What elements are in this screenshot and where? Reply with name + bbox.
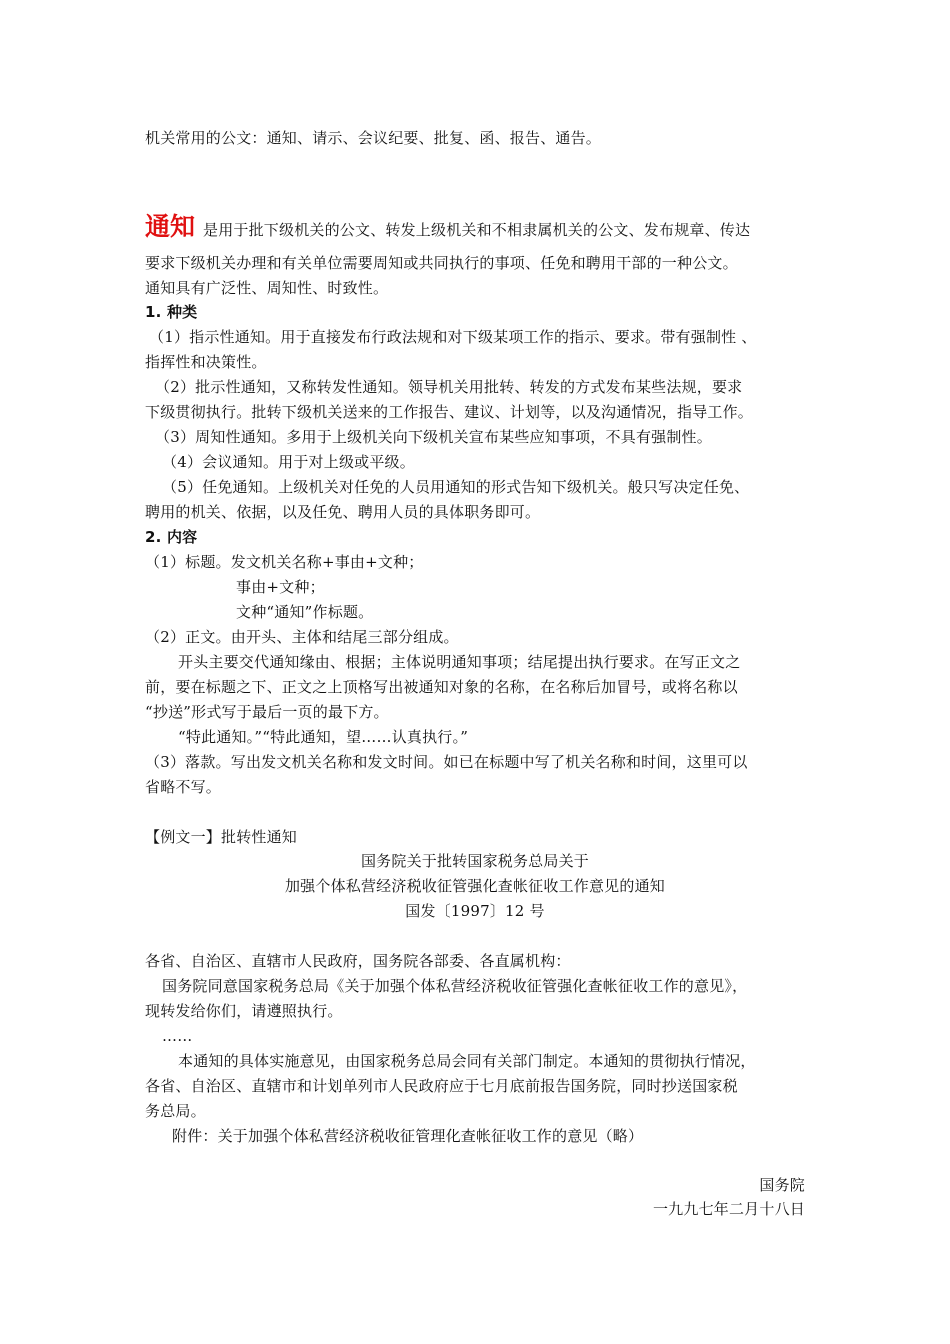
example-attachment: 附件：关于加强个体私营经济税收征管理化查帐征收工作的意见（略） (172, 1127, 644, 1145)
content-line: “特此通知。”“特此通知，望……认真执行。” (178, 728, 469, 746)
content-line: 开头主要交代通知缘由、根据；主体说明通知事项；结尾提出执行要求。在写正文之 (178, 653, 741, 671)
types-line: （4）会议通知。用于对上级或平级。 (162, 453, 415, 471)
content-line: （3）落款。写出发文机关名称和发文时间。如已在标题中写了机关名称和时间，这里可以 (145, 753, 748, 771)
content-line: “抄送”形式写于最后一页的最下方。 (145, 703, 389, 721)
example-body-line: 各省、自治区、直辖市人民政府，国务院各部委、各直属机构： (145, 952, 571, 970)
intro-text: 机关常用的公文：通知、请示、会议纪要、批复、函、报告、通告。 (145, 129, 602, 147)
types-line: （2）批示性通知，又称转发性通知。领导机关用批转、转发的方式发布某些法规，要求 (155, 378, 743, 396)
example-body-line: 本通知的具体实施意见，由国家税务总局会同有关部门制定。本通知的贯彻执行情况， (178, 1052, 756, 1070)
example-body-line: 现转发给你们，请遵照执行。 (145, 1002, 343, 1020)
types-line: 聘用的机关、依据，以及任免、聘用人员的具体职务即可。 (145, 503, 541, 521)
example-title: 国务院关于批转国家税务总局关于 (360, 852, 589, 870)
example-body-line: …… (162, 1027, 193, 1045)
notice-desc-line: 是用于批下级机关的公文、转发上级机关和不相隶属机关的公文、发布规章、传达 (203, 221, 751, 239)
example-label: 【例文一】批转性通知 (145, 828, 298, 846)
types-line: （5）任免通知。上级机关对任免的人员用通知的形式告知下级机关。般只写决定任免、 (162, 478, 750, 496)
example-title: 加强个体私营经济税收征管强化查帐征收工作意见的通知 (284, 877, 665, 895)
example-body-line: 各省、自治区、直辖市和计划单列市人民政府应于七月底前报告国务院，同时抄送国家税 (145, 1077, 738, 1095)
example-body-line: 务总局。 (145, 1102, 206, 1120)
types-line: （1）指示性通知。用于直接发布行政法规和对下级某项工作的指示、要求。带有强制性 、 (149, 328, 757, 346)
notice-desc-line: 要求下级机关办理和有关单位需要周知或共同执行的事项、任免和聘用干部的一种公文。 (145, 254, 738, 272)
content-line: 前，要在标题之下、正文之上顶格写出被通知对象的名称，在名称后加冒号，或将名称以 (145, 678, 738, 696)
content-line: （1）标题。发文机关名称+事由+文种； (145, 553, 424, 571)
section-title-types: 1. 种类 (145, 303, 198, 321)
example-signer: 国务院 (759, 1176, 805, 1194)
content-line: （2）正文。由开头、主体和结尾三部分组成。 (145, 628, 459, 646)
content-line: 文种“通知”作标题。 (236, 603, 374, 621)
example-body-line: 国务院同意国家税务总局《关于加强个体私营经济税收征管强化查帐征收工作的意见》， (162, 977, 748, 995)
notice-heading: 通知 (145, 212, 196, 241)
types-line: （3）周知性通知。多用于上级机关向下级机关宣布某些应知事项，不具有强制性。 (155, 428, 712, 446)
types-line: 下级贯彻执行。批转下级机关送来的工作报告、建议、计划等，以及沟通情况，指导工作。 (145, 403, 754, 421)
content-line: 省略不写。 (145, 778, 222, 796)
content-line: 事由+文种； (236, 578, 325, 596)
example-date: 一九九七年二月十八日 (652, 1200, 805, 1218)
section-title-content: 2. 内容 (145, 528, 198, 546)
example-doc-number: 国发〔1997〕12 号 (405, 902, 545, 920)
types-line: 指挥性和决策性。 (145, 353, 267, 371)
notice-desc-line: 通知具有广泛性、周知性、时致性。 (145, 279, 389, 297)
